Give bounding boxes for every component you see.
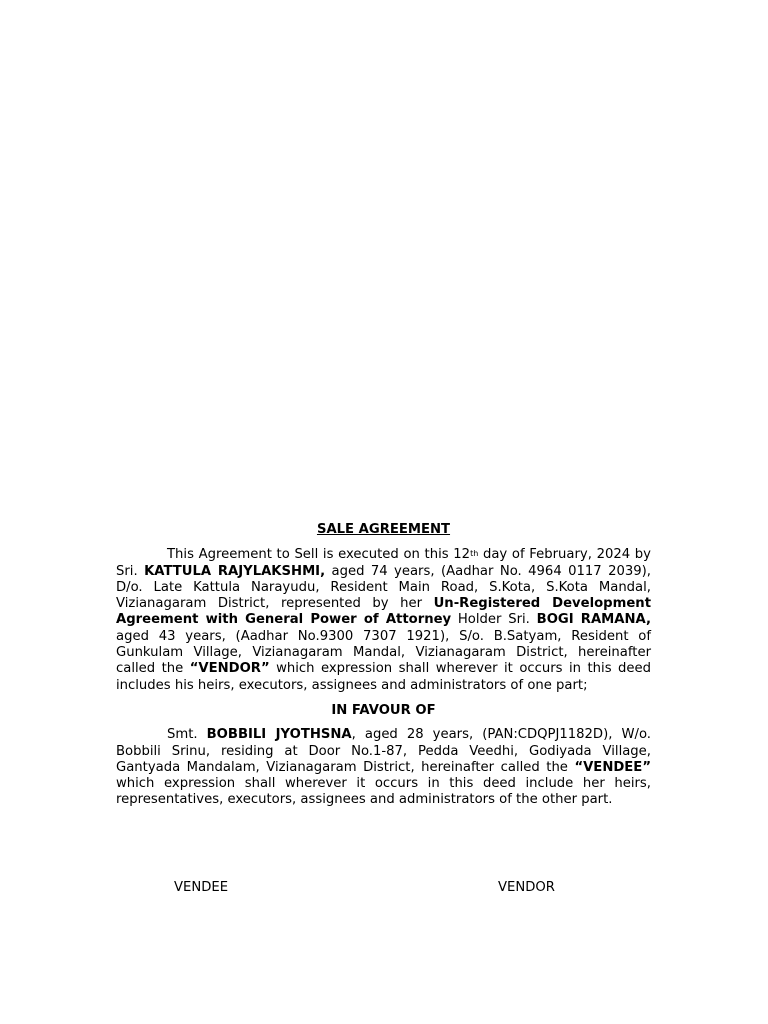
gpa-holder-name: BOGI RAMANA,	[536, 612, 651, 628]
vendor-owner-name: KATTULA RAJYLAKSHMI,	[144, 563, 326, 579]
document-body	[116, 522, 651, 809]
vendor-text-1: This Agreement to Sell is executed on this 12	[167, 547, 471, 563]
vendee-text-2: , aged 28 years, (PAN:CDQPJ1182D), W/o. Bobbili Srinu, residing at Door No.1-87, Pedda Veedhi, Godiyada Village, Gantyada Mandalam, Vizianagaram District, hereinafter called the	[116, 727, 651, 775]
vendor-text-6: which expression shall wherever it occurs in this deed includes his heirs, executors, assignees and administrators of one part;	[116, 661, 651, 693]
in-favour-heading: IN FAVOUR OF	[331, 702, 436, 718]
document-title: SALE AGREEMENT	[316, 522, 451, 537]
vendor-text-3: aged 74 years, (Aadhar No. 4964 0117 2039), D/o. Late Kattula Narayudu, Resident Main Road, S.Kota, S.Kota Mandal, Vizianagaram District, represented by her	[116, 563, 651, 612]
vendor-term: “VENDOR”	[189, 661, 270, 677]
vendor-text-4: Holder Sri.	[451, 612, 537, 628]
vendee-paragraph	[116, 727, 651, 808]
vendor-signature-label: VENDOR	[498, 880, 555, 895]
vendee-text-3: which expression shall wherever it occurs in this deed include her heirs, representatives, executors, assignees and administrators of the other part.	[116, 776, 651, 808]
vendee-text-1: Smt.	[167, 727, 207, 743]
vendor-text-2: day of February, 2024 by Sri.	[116, 547, 651, 579]
vendee-name: BOBBILI JYOTHSNA	[206, 727, 352, 743]
vendor-text-5: aged 43 years, (Aadhar No.9300 7307 1921), S/o. B.Satyam, Resident of Gunkulam Village, Vizianagaram Mandal, Vizianagaram District, hereinafter called the	[116, 628, 651, 677]
ordinal-suffix: th	[470, 549, 479, 559]
vendee-signature-label: VENDEE	[174, 880, 229, 895]
vendee-term: “VENDEE”	[574, 759, 651, 775]
vendor-paragraph	[116, 547, 651, 694]
gpa-description: Un-Registered Development Agreement with General Power of Attorney	[116, 596, 651, 628]
